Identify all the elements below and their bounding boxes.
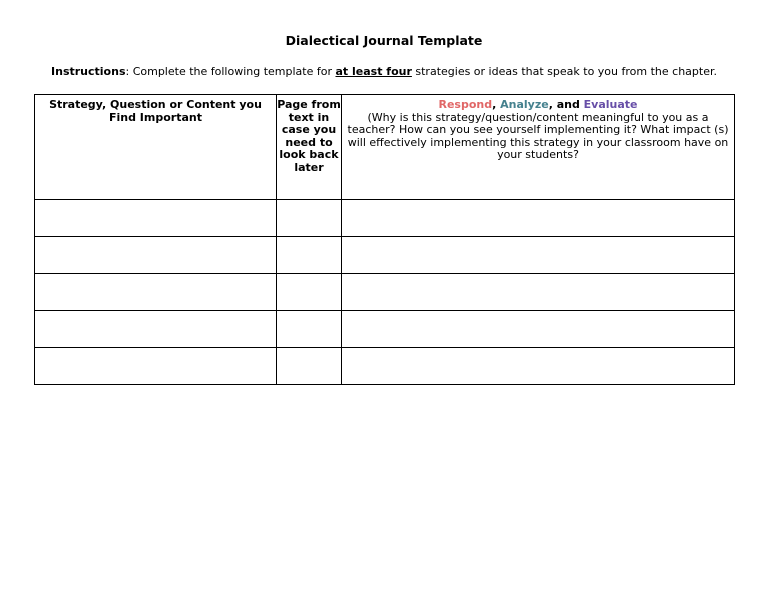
- instructions-emphasis: at least four: [335, 65, 412, 78]
- cell-page[interactable]: [277, 200, 342, 237]
- table-row: [35, 311, 735, 348]
- instructions-paragraph: [0, 65, 768, 78]
- table-row: [35, 200, 735, 237]
- cell-response[interactable]: [342, 311, 735, 348]
- cell-response[interactable]: [342, 274, 735, 311]
- header-separator-2: , and: [548, 98, 584, 111]
- cell-strategy[interactable]: [35, 348, 277, 385]
- table-row: [35, 274, 735, 311]
- instructions-lead: Instructions: [51, 65, 126, 78]
- header-respond-label: Respond: [438, 98, 493, 111]
- cell-response[interactable]: [342, 237, 735, 274]
- table-header-row: [35, 95, 735, 200]
- cell-page[interactable]: [277, 274, 342, 311]
- instructions-text-1: : Complete the following template for: [125, 65, 336, 78]
- header-analyze-label: Analyze: [500, 98, 549, 111]
- cell-page[interactable]: [277, 237, 342, 274]
- cell-page[interactable]: [277, 311, 342, 348]
- cell-strategy[interactable]: [35, 311, 277, 348]
- header-prompt: (Why is this strategy/question/content meaningful to you as a teacher? How can you see yourself implementing it? What impact (s) will effectively implementing this strategy in your classroom have on your students?: [347, 110, 729, 161]
- header-strategy: Strategy, Question or Content you Find Important: [35, 95, 277, 200]
- journal-table: [34, 94, 735, 385]
- cell-response[interactable]: [342, 200, 735, 237]
- cell-page[interactable]: [277, 348, 342, 385]
- cell-strategy[interactable]: [35, 200, 277, 237]
- header-page: Page from text in case you need to look back later: [277, 95, 342, 200]
- cell-response[interactable]: [342, 348, 735, 385]
- table-row: [35, 348, 735, 385]
- header-evaluate-label: Evaluate: [583, 98, 638, 111]
- page-title: Dialectical Journal Template: [285, 33, 483, 48]
- cell-strategy[interactable]: [35, 237, 277, 274]
- instructions-text-2: strategies or ideas that speak to you from the chapter.: [411, 65, 717, 78]
- header-respond-analyze-evaluate: [342, 95, 735, 200]
- table-row: [35, 237, 735, 274]
- cell-strategy[interactable]: [35, 274, 277, 311]
- header-separator-1: ,: [492, 98, 501, 111]
